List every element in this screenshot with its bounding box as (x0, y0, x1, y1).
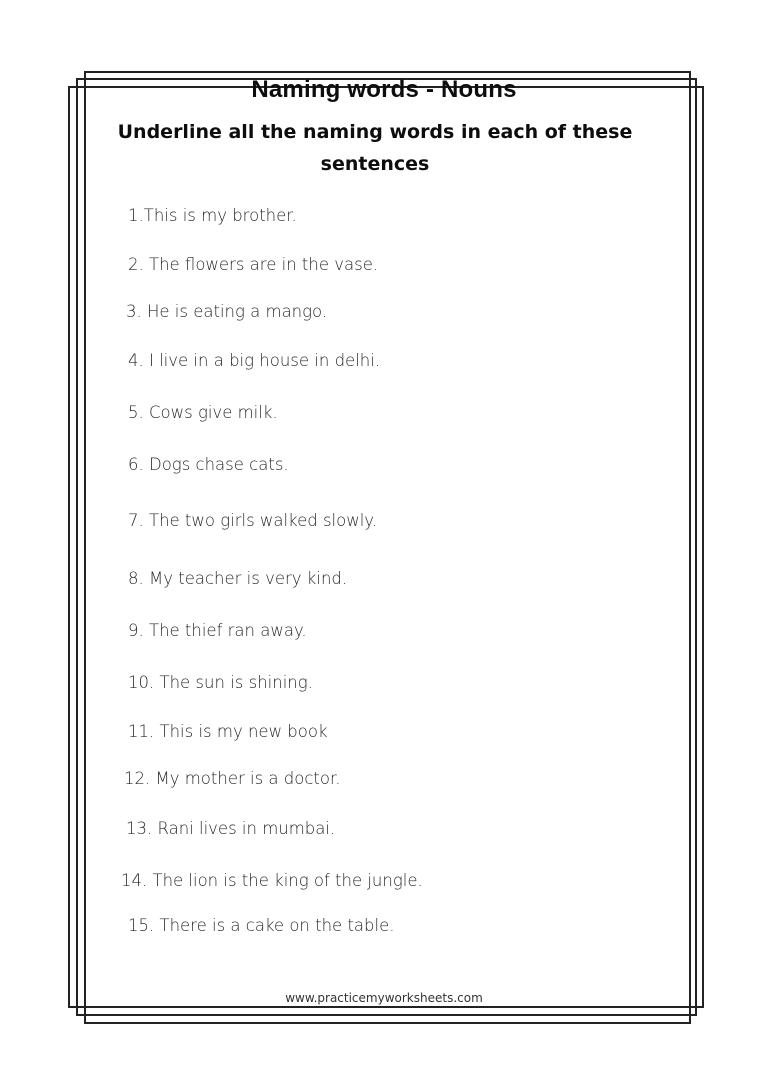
sentence-item: 7. The two girls walked slowly. (128, 511, 377, 530)
sentence-item: 3. He is eating a mango. (126, 302, 328, 321)
worksheet-title: Naming words - Nouns (251, 76, 517, 103)
sentence-item: 8. My teacher is very kind. (128, 569, 348, 588)
footer-website: www.practicemyworksheets.com (285, 991, 483, 1005)
worksheet-instruction: Underline all the naming words in each of these sentences (117, 121, 633, 175)
sentence-item: 4. I live in a big house in delhi. (128, 351, 381, 370)
sentence-item: 14. The lion is the king of the jungle. (121, 871, 423, 890)
sentence-item: 9. The thief ran away. (128, 621, 307, 640)
sentence-item: 10. The sun is shining. (128, 673, 313, 692)
sentence-item: 15. There is a cake on the table. (128, 916, 395, 935)
sentence-item: 6. Dogs chase cats. (128, 455, 289, 474)
sentence-item: 1.This is my brother. (128, 206, 297, 225)
sentence-item: 13. Rani lives in mumbai. (126, 819, 336, 838)
sentence-item: 11. This is my new book (128, 722, 328, 741)
sentence-item: 12. My mother is a doctor. (124, 769, 341, 788)
sentence-item: 5. Cows give milk. (128, 403, 278, 422)
sentence-item: 2. The flowers are in the vase. (128, 255, 379, 274)
